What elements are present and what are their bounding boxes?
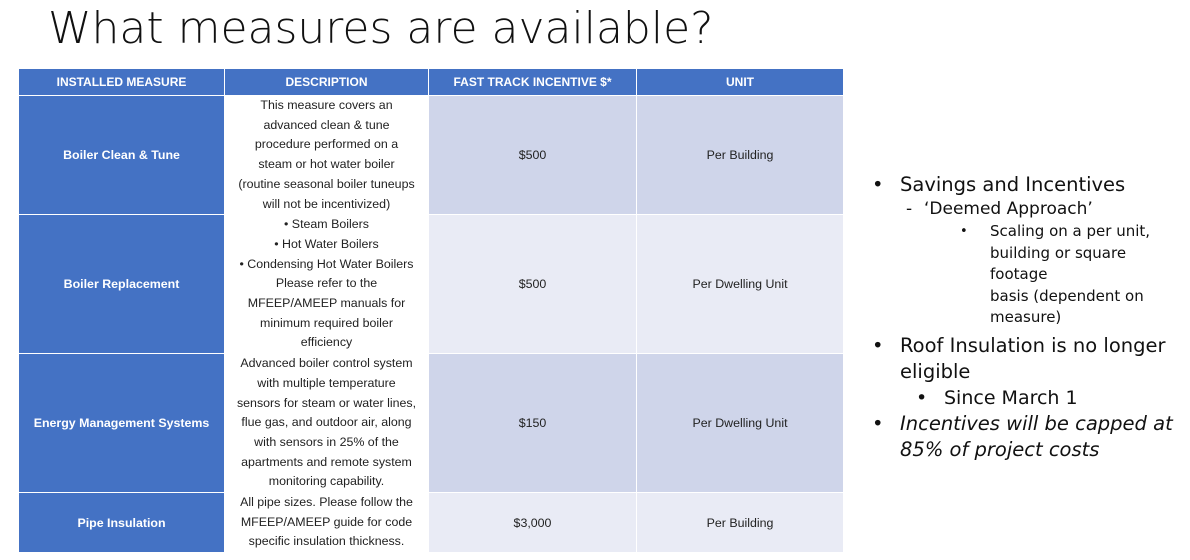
description-line: • Condensing Hot Water Boilers [239, 256, 414, 271]
bullet-text: eligible [900, 359, 971, 383]
description-line: MFEEP/AMEEP guide for code [240, 514, 413, 529]
sub-bullet-item [872, 198, 1187, 221]
bullet-item [872, 411, 1187, 463]
sub-sub-bullet-text: basis (dependent on [990, 286, 1144, 305]
sub-bullet-item [872, 385, 1187, 411]
description-line: efficiency [300, 335, 353, 350]
unit-value: Per Dwelling Unit [637, 215, 844, 354]
page-title: What measures are available? [48, 3, 714, 54]
unit-value: Per Building [637, 493, 844, 553]
description-line: flue gas, and outdoor air, along [241, 415, 412, 430]
unit-value: Per Building [637, 96, 844, 215]
sub-sub-bullet-text: building or square footage [990, 243, 1127, 283]
dash-icon: - [906, 199, 913, 219]
measure-description [225, 493, 429, 553]
bullet-text: Incentives will be capped at [900, 411, 1173, 435]
incentive-value: $3,000 [429, 493, 637, 553]
sub-sub-bullet-text: Scaling on a per unit, [990, 222, 1151, 240]
description-line: monitoring capability. [268, 474, 385, 489]
header-description: DESCRIPTION [225, 69, 429, 96]
table-row [19, 493, 844, 553]
table-row [19, 215, 844, 354]
measure-description [225, 215, 429, 354]
sub-bullet-text: ‘Deemed Approach’ [924, 199, 1093, 219]
unit-value: Per Dwelling Unit [637, 354, 844, 493]
bullet-text: Savings and Incentives [900, 173, 1126, 196]
description-line: (routine seasonal boiler tuneups [238, 176, 415, 191]
description-line: minimum required boiler [260, 315, 393, 330]
description-line: with sensors in 25% of the [254, 434, 399, 449]
bullet-item [872, 333, 1187, 385]
header-unit: UNIT [637, 69, 844, 96]
measure-description [225, 96, 429, 215]
bullet-icon: • [916, 386, 928, 409]
description-line: will not be incentivized) [262, 196, 391, 211]
header-incentive: FAST TRACK INCENTIVE $* [429, 69, 637, 96]
measure-description [225, 354, 429, 493]
description-line: sensors for steam or water lines, [236, 395, 417, 410]
bullet-text: Roof Insulation is no longer [900, 333, 1166, 357]
bullet-text: 85% of project costs [900, 437, 1100, 461]
incentive-value: $150 [429, 354, 637, 493]
sub-sub-bullet-text: measure) [990, 308, 1062, 326]
bullet-icon: • [872, 411, 884, 435]
bullet-list [872, 172, 1187, 463]
bullet-icon: • [872, 333, 884, 357]
description-line: Please refer to the [275, 276, 378, 291]
sub-bullet-text: Since March 1 [944, 386, 1078, 409]
description-line: All pipe sizes. Please follow the [240, 495, 413, 510]
measure-name: Boiler Replacement [19, 215, 225, 354]
description-line: with multiple temperature [257, 375, 396, 390]
table-row [19, 96, 844, 215]
measures-table [18, 68, 844, 553]
measure-name: Energy Management Systems [19, 354, 225, 493]
bullet-item [872, 172, 1187, 198]
incentive-value: $500 [429, 215, 637, 354]
description-line: advanced clean & tune [263, 117, 390, 132]
table-header-row [19, 69, 844, 96]
incentive-value: $500 [429, 96, 637, 215]
description-line: specific insulation thickness. [248, 534, 405, 549]
description-line: apartments and remote system [241, 454, 412, 469]
description-line: • Hot Water Boilers [274, 236, 379, 251]
description-line: Advanced boiler control system [240, 356, 413, 371]
measure-name: Boiler Clean & Tune [19, 96, 225, 215]
header-installed-measure: INSTALLED MEASURE [19, 69, 225, 96]
sub-sub-bullet-item [872, 221, 1187, 329]
bullet-icon: • [872, 173, 884, 196]
bullet-icon: • [960, 224, 968, 239]
measure-name: Pipe Insulation [19, 493, 225, 553]
description-line: MFEEP/AMEEP manuals for [247, 296, 406, 311]
description-line: • Steam Boilers [284, 217, 369, 232]
table-row [19, 354, 844, 493]
description-line: This measure covers an [260, 98, 393, 112]
description-line: procedure performed on a [254, 137, 399, 152]
description-line: steam or hot water boiler [258, 157, 395, 172]
